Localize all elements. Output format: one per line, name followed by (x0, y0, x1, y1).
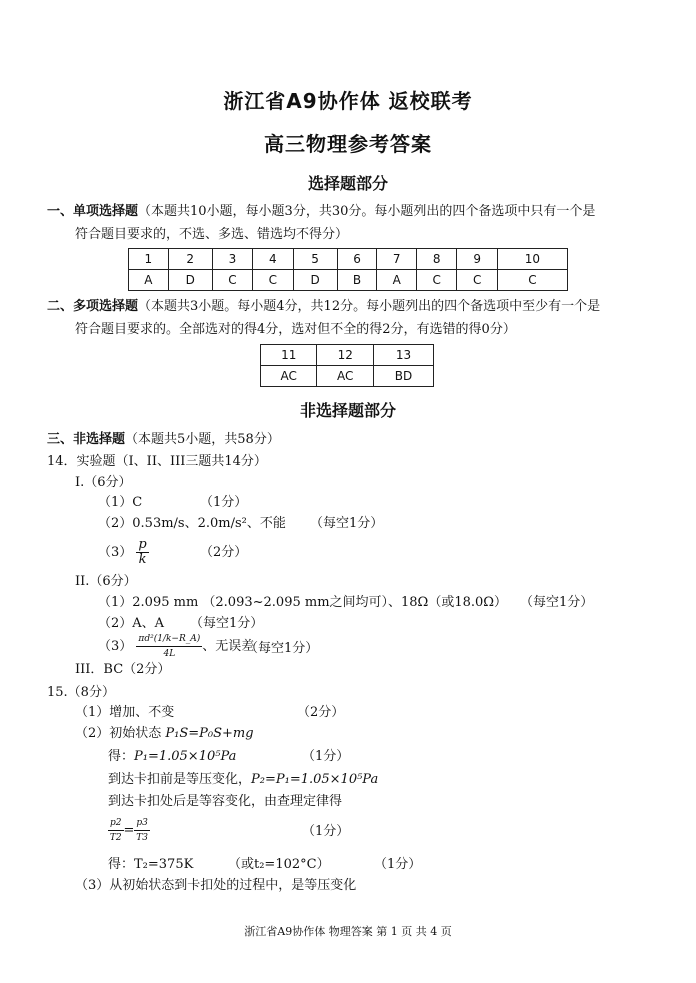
q14-II-2-score: （每空1分） (190, 616, 264, 631)
fraction-numerator: p (138, 537, 147, 552)
table-cell: A (377, 270, 417, 291)
q15-line2-prefix: （2）初始状态 (75, 726, 162, 741)
part3-label: 三、非选择题 (47, 432, 126, 447)
table-cell: 8 (417, 249, 457, 270)
table-row-numbers (261, 345, 434, 366)
fraction-p-over-k (136, 538, 148, 567)
table-cell: B (337, 270, 377, 291)
q14-I-2: （2）0.53m/s、2.0m/s²、不能 (98, 516, 286, 531)
q14-II-1: （1）2.095 mm （2.093~2.095 mm之间均可）、18Ω（或18.0Ω） (98, 595, 508, 610)
section-title-choice: 选择题部分 (307, 174, 388, 193)
q14-I-1: （1）C (98, 495, 143, 510)
q15-line4 (108, 770, 378, 790)
table-cell: 12 (317, 345, 373, 366)
q15-line3-prefix: 得： (108, 749, 135, 764)
q14-I-3-prefix: （3） (98, 545, 133, 560)
q14-I-3-score: （2分） (200, 545, 248, 560)
q14-I-1-score: （1分） (200, 495, 248, 510)
fraction-denominator: k (138, 552, 147, 567)
table-cell: 9 (457, 249, 497, 270)
q15-line4-equation: P₂=P₁=1.05×10⁵Pa (251, 772, 379, 787)
table-cell: AC (317, 366, 373, 387)
part2-label: 二、多项选择题 (47, 299, 139, 314)
q15-line7-alt: （或t₂=102°C） (228, 857, 330, 872)
q15-line3-score: （1分） (302, 749, 350, 764)
table-cell: D (293, 270, 337, 291)
fraction-p3-over-T3 (134, 816, 150, 845)
q15-line8: （3）从初始状态到卡扣处的过程中，是等压变化 (75, 878, 357, 893)
table-cell: 2 (168, 249, 212, 270)
q14-II-heading: II.（6分） (75, 574, 137, 589)
fraction-denominator: T2 (109, 833, 122, 843)
table-cell: C (497, 270, 567, 291)
table-cell: D (168, 270, 212, 291)
part1-answer-table (128, 248, 568, 291)
table-cell: 6 (337, 249, 377, 270)
fraction-numerator: πd²(1/k−R_A) (136, 632, 202, 647)
section-title-nonchoice: 非选择题部分 (299, 401, 396, 420)
q14-II-3 (98, 632, 254, 662)
q14-II-2: （2）A、A (98, 616, 165, 631)
table-cell: 10 (497, 249, 567, 270)
part3-heading (47, 430, 280, 450)
q15-line6-score: （1分） (302, 824, 350, 839)
table-cell: 11 (261, 345, 317, 366)
q14-II-3-prefix: （3） (98, 639, 133, 654)
fraction-numerator: p3 (134, 816, 150, 831)
part1-desc-line2: 符合题目要求的，不选、多选、错选均不得分） (75, 227, 349, 242)
q14-I-heading: I.（6分） (75, 475, 132, 490)
q14-II-1-score: （每空1分） (520, 595, 594, 610)
page-subtitle: 高三物理参考答案 (264, 132, 432, 156)
fraction-numerator: p2 (108, 816, 124, 831)
q15-line1: （1）增加、不变 (75, 705, 175, 720)
part1-heading (47, 202, 595, 222)
table-cell: 7 (377, 249, 417, 270)
part1-desc-line1: （本题共10小题，每小题3分，共30分。每小题列出的四个备选项中只有一个是 (138, 204, 596, 219)
table-cell: AC (261, 366, 317, 387)
table-cell: C (212, 270, 252, 291)
table-row-numbers (129, 249, 568, 270)
q15-line7: 得：T₂=375K (108, 857, 194, 872)
q14-I-2-score: （每空1分） (310, 516, 384, 531)
part2-desc-line1: （本题共3小题。每小题4分，共12分。每小题列出的四个备选项中至少有一个是 (138, 299, 601, 314)
q15-line5: 到达卡扣处后是等容变化，由查理定律得 (108, 794, 343, 809)
fraction-formula (136, 632, 202, 661)
part2-heading (47, 297, 600, 317)
q15-line3-equation: P₁=1.05×10⁵Pa (134, 749, 237, 764)
fraction-denominator: 4L (163, 649, 176, 659)
fraction-denominator: T3 (136, 833, 149, 843)
table-cell: C (253, 270, 293, 291)
part2-desc-line2: 符合题目要求的。全部选对的得4分，选对但不全的得2分，有选错的得0分） (75, 322, 516, 337)
q15-line2-equation: P₁S=P₀S+mg (165, 726, 254, 741)
part2-answer-table (260, 344, 434, 387)
table-cell: C (417, 270, 457, 291)
q14-heading: 14．实验题（I、II、III三题共14分） (47, 454, 267, 469)
page-footer: 浙江省A9协作体 物理答案 第 1 页 共 4 页 (244, 925, 452, 938)
q15-line6: $\frac{p2}{T2}$ = $\frac{p3}{T3}$ (109, 818, 149, 843)
table-row-answers (261, 366, 434, 387)
q15-line1-score: （2分） (297, 705, 345, 720)
q15-line4-text: 到达卡扣前是等压变化， (108, 772, 252, 787)
page-title: 浙江省A9协作体 返校联考 (223, 89, 473, 113)
q14-III: III．BC（2分） (75, 662, 171, 677)
q14-II-3-score: （每空1分） (245, 641, 319, 656)
table-cell: C (457, 270, 497, 291)
table-cell: 4 (253, 249, 293, 270)
fraction-p2-over-T2 (108, 816, 124, 845)
q14-II-3-suffix: 、无误差 (202, 639, 255, 654)
table-cell: 5 (293, 249, 337, 270)
table-cell: 1 (129, 249, 169, 270)
q15-line7-score: （1分） (374, 857, 422, 872)
table-row-answers (129, 270, 568, 291)
q15-heading: 15.（8分） (47, 685, 115, 700)
part3-desc: （本题共5小题，共58分） (125, 432, 280, 447)
q15-line2 (75, 724, 254, 744)
table-cell: 3 (212, 249, 252, 270)
table-cell: 13 (373, 345, 433, 366)
q14-I-3 (98, 538, 149, 568)
part1-label: 一、单项选择题 (47, 204, 139, 219)
q15-line3 (108, 747, 236, 767)
table-cell: A (129, 270, 169, 291)
table-cell: BD (373, 366, 433, 387)
